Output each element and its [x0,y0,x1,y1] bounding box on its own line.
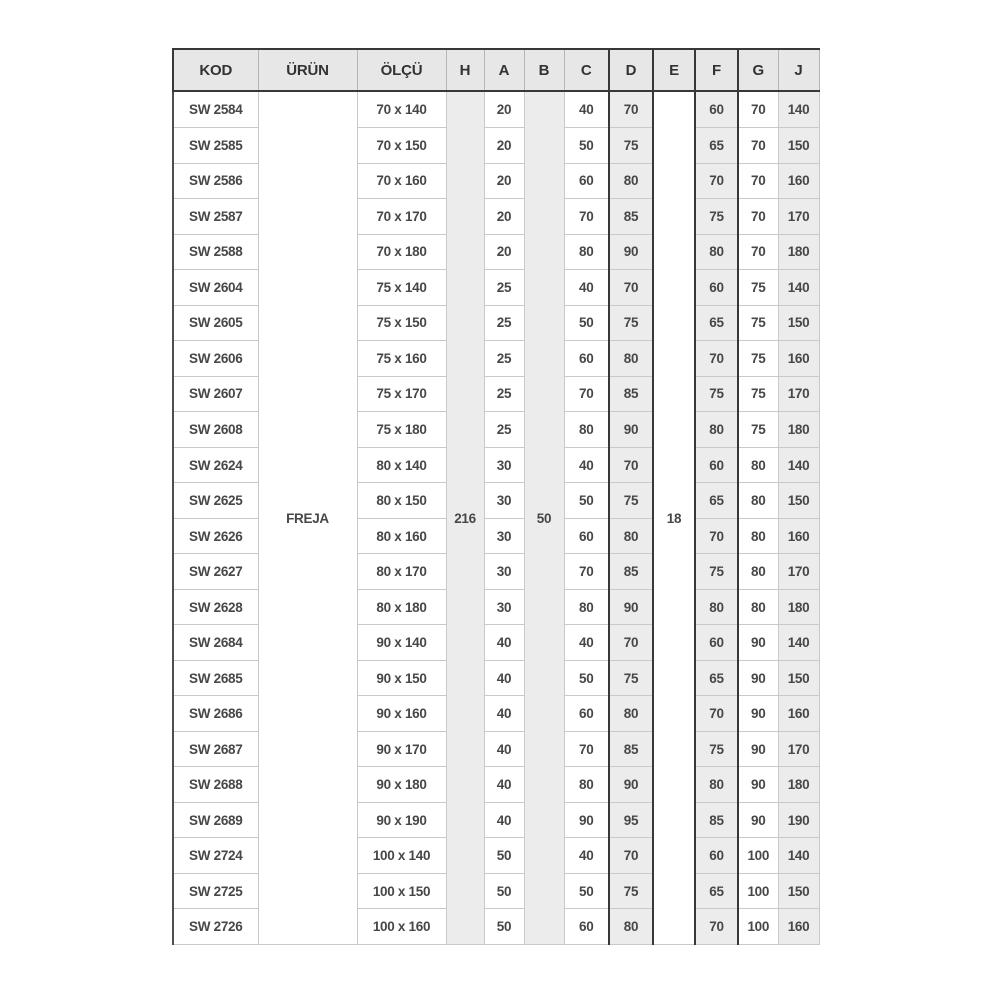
header-cell-e: E [653,49,695,91]
cell-d: 80 [609,341,653,377]
cell-f: 65 [695,305,738,341]
cell-c: 50 [564,305,609,341]
cell-j: 170 [778,199,819,235]
cell-j: 190 [778,802,819,838]
cell-olcu: 90 x 190 [357,802,446,838]
header-cell-kod: KOD [173,49,258,91]
header-cell-d: D [609,49,653,91]
cell-g: 90 [738,802,778,838]
cell-f: 65 [695,660,738,696]
table-body [173,91,819,945]
header-row [173,49,819,91]
header-cell-g: G [738,49,778,91]
table-header [173,49,819,91]
cell-d: 85 [609,554,653,590]
cell-c: 70 [564,731,609,767]
cell-g: 80 [738,447,778,483]
cell-c: 50 [564,483,609,519]
cell-a: 30 [484,589,524,625]
cell-d: 90 [609,412,653,448]
cell-a: 40 [484,660,524,696]
cell-d: 90 [609,767,653,803]
cell-a: 20 [484,91,524,128]
cell-a: 20 [484,199,524,235]
cell-f: 75 [695,731,738,767]
cell-g: 100 [738,838,778,874]
cell-a: 40 [484,625,524,661]
cell-c: 90 [564,802,609,838]
header-cell-urun: ÜRÜN [258,49,357,91]
cell-olcu: 100 x 160 [357,909,446,945]
cell-d: 85 [609,731,653,767]
cell-olcu: 80 x 160 [357,518,446,554]
cell-g: 80 [738,589,778,625]
cell-f: 70 [695,696,738,732]
cell-a: 25 [484,341,524,377]
cell-g: 80 [738,483,778,519]
cell-kod: SW 2585 [173,128,258,164]
cell-f: 70 [695,163,738,199]
cell-j: 150 [778,660,819,696]
cell-d: 90 [609,234,653,270]
cell-d: 90 [609,589,653,625]
header-cell-a: A [484,49,524,91]
cell-g: 70 [738,163,778,199]
cell-j: 160 [778,696,819,732]
cell-j: 150 [778,873,819,909]
cell-a: 40 [484,731,524,767]
cell-olcu: 75 x 170 [357,376,446,412]
cell-a: 30 [484,447,524,483]
cell-kod: SW 2586 [173,163,258,199]
cell-g: 90 [738,625,778,661]
cell-a: 40 [484,696,524,732]
cell-g: 80 [738,554,778,590]
cell-c: 60 [564,163,609,199]
header-cell-f: F [695,49,738,91]
cell-g: 75 [738,376,778,412]
cell-olcu: 75 x 160 [357,341,446,377]
cell-j: 180 [778,589,819,625]
cell-c: 60 [564,696,609,732]
cell-olcu: 70 x 140 [357,91,446,128]
cell-olcu: 80 x 140 [357,447,446,483]
cell-olcu: 75 x 180 [357,412,446,448]
cell-j: 150 [778,483,819,519]
cell-kod: SW 2726 [173,909,258,945]
cell-f: 70 [695,518,738,554]
cell-f: 60 [695,447,738,483]
cell-olcu: 70 x 170 [357,199,446,235]
cell-kod: SW 2605 [173,305,258,341]
cell-kod: SW 2584 [173,91,258,128]
cell-j: 140 [778,838,819,874]
cell-a: 25 [484,412,524,448]
cell-kod: SW 2588 [173,234,258,270]
cell-g: 90 [738,660,778,696]
cell-f: 65 [695,128,738,164]
cell-kod: SW 2608 [173,412,258,448]
cell-f: 65 [695,483,738,519]
cell-kod: SW 2688 [173,767,258,803]
cell-f: 80 [695,412,738,448]
cell-d: 80 [609,909,653,945]
cell-e-merged: 18 [653,91,695,945]
cell-d: 70 [609,91,653,128]
cell-c: 40 [564,270,609,306]
cell-d: 75 [609,128,653,164]
cell-g: 100 [738,873,778,909]
cell-g: 80 [738,518,778,554]
cell-a: 30 [484,554,524,590]
cell-kod: SW 2724 [173,838,258,874]
cell-olcu: 80 x 180 [357,589,446,625]
cell-olcu: 90 x 140 [357,625,446,661]
cell-d: 80 [609,696,653,732]
cell-f: 80 [695,589,738,625]
cell-d: 70 [609,447,653,483]
cell-f: 70 [695,909,738,945]
cell-f: 75 [695,199,738,235]
cell-d: 95 [609,802,653,838]
cell-a: 25 [484,376,524,412]
cell-j: 170 [778,376,819,412]
cell-d: 75 [609,305,653,341]
cell-a: 20 [484,234,524,270]
cell-olcu: 100 x 150 [357,873,446,909]
cell-olcu: 100 x 140 [357,838,446,874]
cell-g: 70 [738,234,778,270]
table-row [173,91,819,128]
spec-table [172,48,820,945]
cell-g: 90 [738,767,778,803]
cell-kod: SW 2687 [173,731,258,767]
cell-kod: SW 2604 [173,270,258,306]
cell-c: 50 [564,873,609,909]
cell-olcu: 90 x 150 [357,660,446,696]
cell-f: 80 [695,234,738,270]
cell-olcu: 75 x 150 [357,305,446,341]
cell-j: 140 [778,625,819,661]
header-cell-c: C [564,49,609,91]
cell-kod: SW 2624 [173,447,258,483]
cell-c: 70 [564,554,609,590]
cell-a: 40 [484,802,524,838]
cell-j: 150 [778,305,819,341]
cell-kod: SW 2607 [173,376,258,412]
cell-kod: SW 2685 [173,660,258,696]
cell-j: 160 [778,518,819,554]
cell-a: 50 [484,909,524,945]
cell-g: 75 [738,412,778,448]
cell-olcu: 75 x 140 [357,270,446,306]
cell-g: 90 [738,731,778,767]
cell-kod: SW 2625 [173,483,258,519]
cell-urun-merged: FREJA [258,91,357,945]
cell-b-merged: 50 [524,91,564,945]
cell-g: 90 [738,696,778,732]
cell-d: 80 [609,163,653,199]
cell-kod: SW 2689 [173,802,258,838]
cell-a: 20 [484,128,524,164]
cell-a: 30 [484,483,524,519]
cell-a: 40 [484,767,524,803]
cell-kod: SW 2686 [173,696,258,732]
cell-d: 75 [609,660,653,696]
cell-c: 80 [564,234,609,270]
cell-c: 70 [564,199,609,235]
cell-c: 50 [564,128,609,164]
header-cell-b: B [524,49,564,91]
cell-j: 160 [778,341,819,377]
cell-d: 70 [609,838,653,874]
cell-d: 80 [609,518,653,554]
cell-j: 160 [778,163,819,199]
cell-olcu: 70 x 180 [357,234,446,270]
cell-a: 20 [484,163,524,199]
cell-kod: SW 2684 [173,625,258,661]
cell-j: 140 [778,91,819,128]
cell-a: 30 [484,518,524,554]
cell-olcu: 90 x 180 [357,767,446,803]
cell-a: 50 [484,838,524,874]
cell-kod: SW 2587 [173,199,258,235]
cell-a: 25 [484,270,524,306]
cell-h-merged: 216 [446,91,484,945]
cell-d: 85 [609,199,653,235]
cell-olcu: 90 x 160 [357,696,446,732]
cell-g: 75 [738,270,778,306]
cell-g: 70 [738,199,778,235]
cell-f: 60 [695,91,738,128]
cell-j: 140 [778,447,819,483]
cell-j: 170 [778,554,819,590]
cell-kod: SW 2627 [173,554,258,590]
cell-f: 65 [695,873,738,909]
cell-olcu: 80 x 150 [357,483,446,519]
cell-olcu: 70 x 150 [357,128,446,164]
cell-d: 85 [609,376,653,412]
cell-g: 70 [738,91,778,128]
cell-c: 70 [564,376,609,412]
cell-c: 60 [564,341,609,377]
header-cell-olcu: ÖLÇÜ [357,49,446,91]
cell-f: 60 [695,270,738,306]
cell-c: 80 [564,767,609,803]
cell-j: 140 [778,270,819,306]
header-cell-j: J [778,49,819,91]
cell-f: 60 [695,625,738,661]
cell-f: 85 [695,802,738,838]
cell-f: 75 [695,554,738,590]
cell-kod: SW 2606 [173,341,258,377]
cell-j: 180 [778,234,819,270]
cell-kod: SW 2725 [173,873,258,909]
cell-c: 60 [564,518,609,554]
cell-f: 60 [695,838,738,874]
cell-a: 50 [484,873,524,909]
cell-d: 70 [609,270,653,306]
cell-kod: SW 2628 [173,589,258,625]
cell-g: 70 [738,128,778,164]
cell-d: 75 [609,873,653,909]
cell-c: 60 [564,909,609,945]
cell-c: 40 [564,447,609,483]
cell-c: 40 [564,838,609,874]
cell-olcu: 90 x 170 [357,731,446,767]
cell-f: 80 [695,767,738,803]
cell-j: 180 [778,412,819,448]
cell-c: 50 [564,660,609,696]
cell-g: 100 [738,909,778,945]
cell-d: 70 [609,625,653,661]
header-cell-h: H [446,49,484,91]
cell-f: 70 [695,341,738,377]
cell-kod: SW 2626 [173,518,258,554]
cell-j: 160 [778,909,819,945]
cell-j: 170 [778,731,819,767]
cell-c: 40 [564,625,609,661]
cell-c: 40 [564,91,609,128]
cell-g: 75 [738,341,778,377]
cell-d: 75 [609,483,653,519]
cell-j: 180 [778,767,819,803]
cell-olcu: 70 x 160 [357,163,446,199]
cell-a: 25 [484,305,524,341]
cell-c: 80 [564,412,609,448]
cell-j: 150 [778,128,819,164]
cell-olcu: 80 x 170 [357,554,446,590]
cell-g: 75 [738,305,778,341]
cell-f: 75 [695,376,738,412]
cell-c: 80 [564,589,609,625]
